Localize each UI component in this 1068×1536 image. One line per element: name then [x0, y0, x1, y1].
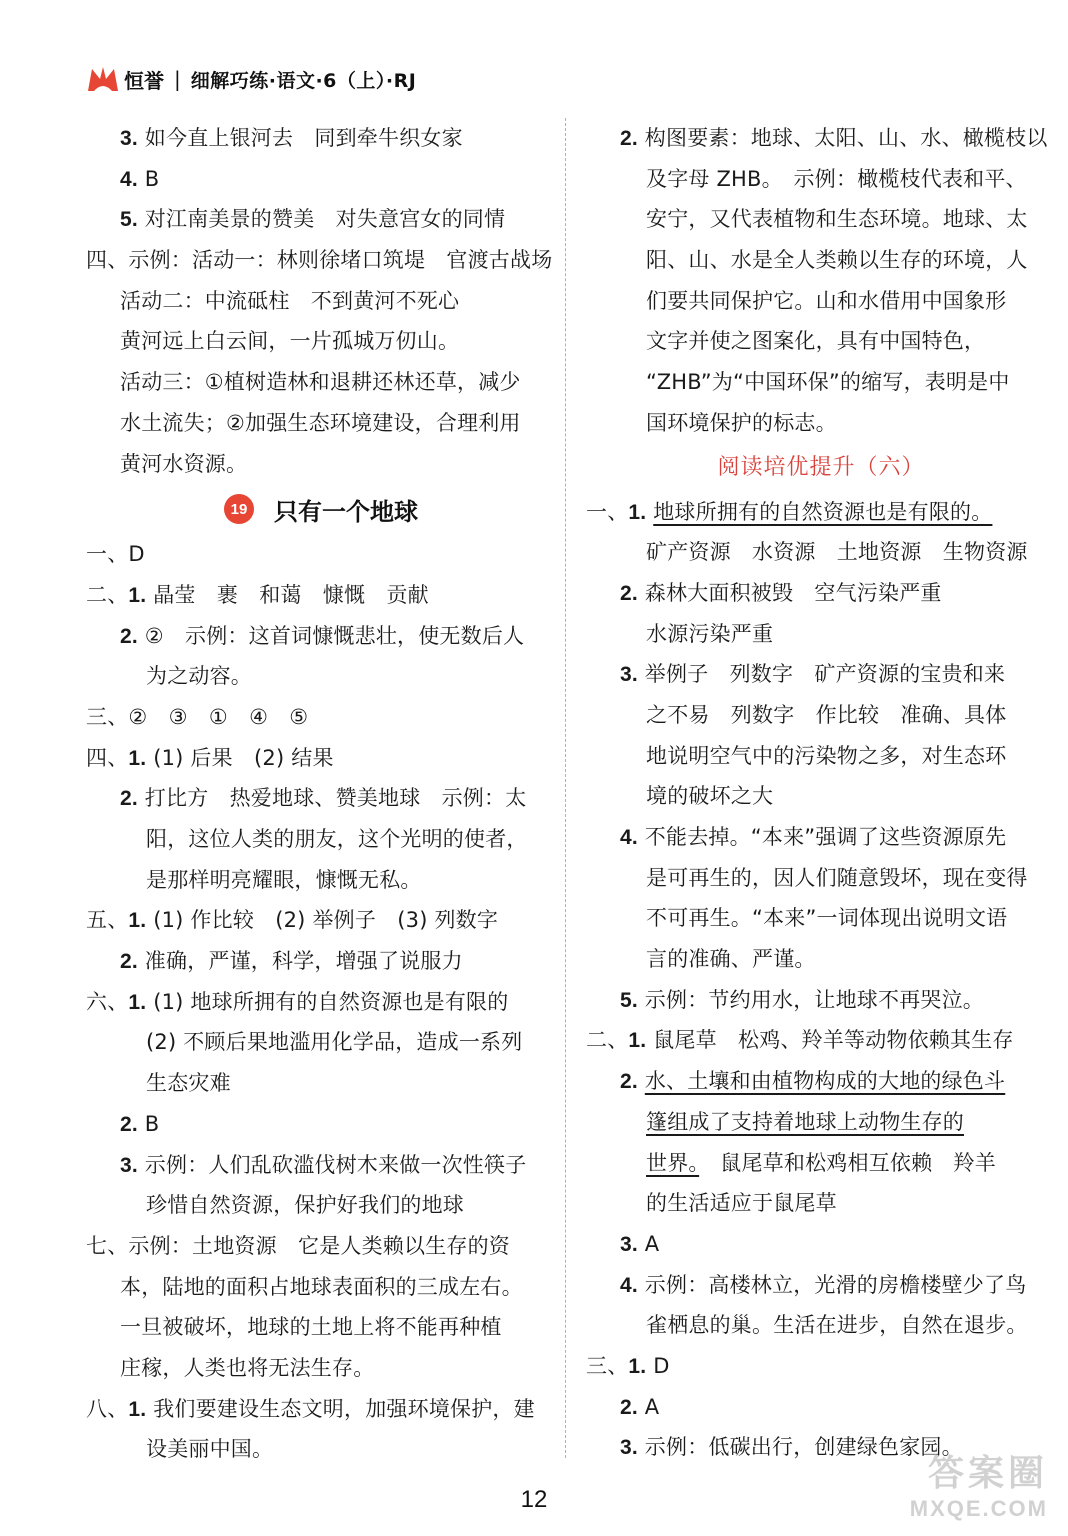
answer-text: 示例：高楼林立，光滑的房檐楼壁少了鸟	[637, 1272, 1027, 1297]
item-number: 5.	[120, 208, 138, 232]
brand-name: 恒誉	[124, 68, 164, 93]
answer-text: B	[137, 1111, 160, 1136]
answer-line	[86, 403, 556, 444]
answer-line	[86, 982, 556, 1023]
answer-line	[586, 858, 1056, 899]
answer-text: 安宁，又代表植物和生态环境。地球、太	[646, 207, 1028, 232]
lesson-heading	[86, 484, 556, 534]
page-number: 12	[520, 1486, 548, 1513]
answer-text: 阳，这位人类的朋友，这个光明的使者，	[146, 827, 528, 851]
answer-line	[586, 1102, 1056, 1143]
answer-text: 是可再生的，因人们随意毁坏，现在变得	[646, 865, 1028, 890]
answer-line	[86, 1307, 556, 1348]
answer-line	[86, 1267, 556, 1308]
column-divider	[565, 118, 566, 1458]
answer-line	[86, 534, 556, 575]
answer-line	[86, 199, 556, 240]
answer-text: 雀栖息的巢。生活在进步，自然在退步。	[646, 1313, 1028, 1338]
answer-text: 七、示例：土地资源 它是人类赖以生存的资	[86, 1233, 510, 1258]
answer-text: 生态灾难	[146, 1071, 231, 1096]
answer-line	[86, 1145, 556, 1186]
answer-text: 五、	[86, 908, 129, 933]
answer-line	[86, 1389, 556, 1430]
answer-text: 示例：低碳出行，创建绿色家园。	[637, 1435, 963, 1460]
answer-text: A	[637, 1231, 660, 1256]
answer-text: 二、	[586, 1028, 629, 1053]
answer-line	[586, 980, 1056, 1021]
item-number: 1.	[628, 1029, 647, 1053]
answer-text: 三、	[586, 1353, 629, 1378]
answer-text: 一旦被破坏，地球的土地上将不能再种植	[120, 1315, 502, 1340]
watermark-line2: MXQE.COM	[909, 1496, 1048, 1521]
brand-logo-icon	[86, 65, 120, 93]
left-column	[86, 118, 556, 1470]
answer-text: 六、	[86, 989, 129, 1014]
answer-line	[586, 898, 1056, 939]
answer-text: 不可再生。“本来”一词体现出说明文语	[646, 906, 1008, 931]
answer-line	[586, 1061, 1056, 1102]
answer-text: 国环境保护的标志。	[646, 410, 837, 435]
answer-line	[86, 941, 556, 982]
answer-line	[586, 817, 1056, 858]
answer-line	[586, 118, 1056, 159]
answer-line	[586, 695, 1056, 736]
answer-line	[586, 1346, 1056, 1387]
item-number: 3.	[620, 1232, 638, 1256]
lesson-title: 只有一个地球	[274, 497, 418, 526]
answer-text: 活动二：中流砥柱 不到黄河不死心	[120, 288, 460, 313]
answer-line	[586, 1305, 1056, 1346]
answer-line	[86, 860, 556, 901]
answer-text: 一、D	[86, 542, 145, 567]
item-number: 1.	[128, 909, 147, 933]
item-number: 1.	[628, 1354, 647, 1378]
section-title: 阅读培优提升（六）	[717, 454, 925, 480]
answer-line	[86, 575, 556, 616]
answer-text: 本，陆地的面积占地球表面积的三成左右。	[120, 1274, 523, 1299]
answer-line	[586, 1020, 1056, 1061]
item-number: 3.	[120, 127, 138, 150]
item-number: 2.	[620, 581, 638, 605]
answer-text: 矿产资源 水资源 土地资源 生物资源	[646, 540, 1028, 565]
answer-text: 及字母 ZHB。 示例：橄榄枝代表和平、	[646, 166, 1027, 191]
answer-text: ② 示例：这首词慷慨悲壮，使无数后人	[137, 623, 525, 648]
answer-text: 活动三：①植树造林和退耕还林还草，减少	[120, 370, 521, 395]
item-number: 3.	[120, 1153, 138, 1177]
answer-text: 二、	[86, 582, 129, 607]
answer-text: 为之动容。	[146, 664, 252, 689]
answer-line	[586, 362, 1056, 403]
answer-text: 举例子 列数字 矿产资源的宝贵和来	[637, 662, 1006, 687]
answer-line	[586, 1183, 1056, 1224]
answer-text: 晶莹 裹 和蔼 慷慨 贡献	[146, 582, 429, 607]
answer-line	[86, 1226, 556, 1267]
answer-line	[586, 492, 1056, 533]
answer-text: (1) 地球所拥有的自然资源也是有限的	[146, 989, 509, 1014]
answer-line	[86, 616, 556, 657]
answer-text: 阳、山、水是全人类赖以生存的环境，人	[646, 248, 1028, 273]
answer-text: 对江南美景的赞美 对失意宫女的同情	[137, 207, 506, 232]
answer-text: 我们要建设生态文明，加强环境保护，建	[146, 1396, 535, 1421]
answer-text	[638, 1069, 645, 1093]
answer-line	[586, 199, 1056, 240]
right-column	[586, 118, 1056, 1468]
item-number: 2.	[120, 1112, 138, 1136]
answer-text: 不能去掉。“本来”强调了这些资源原先	[637, 825, 1007, 849]
answer-line	[86, 1185, 556, 1226]
answer-line	[586, 240, 1056, 281]
answer-text: (1) 后果 (2) 结果	[146, 745, 334, 770]
answer-text: 的生活适应于鼠尾草	[646, 1191, 837, 1216]
item-number: 1.	[128, 1397, 147, 1421]
page-header	[86, 62, 416, 96]
lesson-number-badge: 19	[224, 494, 254, 524]
answer-text: (1) 作比较 (2) 举例子 (3) 列数字	[146, 908, 499, 933]
answer-text: 们要共同保护它。山和水借用中国象形	[646, 288, 1007, 313]
answer-text: 四、	[86, 745, 129, 770]
answer-line	[86, 1022, 556, 1063]
answer-text: 如今直上银河去 同到牵牛织女家	[137, 126, 463, 150]
underlined-answer: 世界。	[646, 1150, 700, 1175]
answer-line	[586, 614, 1056, 655]
answer-text: 黄河远上白云间，一片孤城万仞山。	[120, 329, 460, 354]
answer-line	[586, 1224, 1056, 1265]
answer-line	[86, 118, 556, 159]
answer-line	[586, 1265, 1056, 1306]
answer-line	[586, 159, 1056, 200]
item-number: 1.	[628, 500, 647, 524]
answer-line	[586, 321, 1056, 362]
answer-line	[86, 900, 556, 941]
answer-text: 三、② ③ ① ④ ⑤	[86, 704, 309, 729]
watermark	[910, 1445, 1048, 1522]
item-number: 2.	[620, 127, 638, 150]
answer-text: D	[646, 1353, 670, 1378]
answer-text: 水源污染严重	[646, 621, 774, 646]
answer-text: 珍惜自然资源，保护好我们的地球	[146, 1193, 464, 1218]
item-number: 4.	[620, 1273, 638, 1297]
answer-line	[586, 1143, 1056, 1184]
watermark-line1: 答案圈	[927, 1453, 1048, 1494]
book-title: 细解巧练·语文·6（上）·RJ	[190, 69, 417, 92]
answer-text: 庄稼，人类也将无法生存。	[120, 1355, 375, 1380]
item-number: 2.	[120, 624, 138, 648]
answer-text: 示例：人们乱砍滥伐树木来做一次性筷子	[137, 1152, 527, 1177]
answer-line	[586, 776, 1056, 817]
answer-text: 之不易 列数字 作比较 准确、具体	[646, 702, 1007, 727]
answer-line	[86, 1063, 556, 1104]
answer-line	[86, 738, 556, 779]
answer-line	[86, 281, 556, 322]
answer-line	[86, 321, 556, 362]
answer-text: 四、示例：活动一：林则徐堵口筑堤 官渡古战场	[86, 248, 553, 273]
item-number: 4.	[120, 167, 138, 191]
answer-text: 水土流失；②加强生态环境建设，合理利用	[120, 410, 521, 435]
answer-text: B	[137, 166, 160, 191]
answer-line	[86, 362, 556, 403]
answer-text: 黄河水资源。	[120, 451, 248, 476]
item-number: 1.	[128, 583, 147, 607]
answer-line	[86, 1348, 556, 1389]
answer-line	[86, 697, 556, 738]
answer-line	[586, 532, 1056, 573]
answer-line	[86, 819, 556, 860]
answer-text: 森林大面积被毁 空气污染严重	[637, 580, 942, 605]
answer-text: 言的准确、严谨。	[646, 947, 816, 972]
item-number: 3.	[620, 663, 638, 687]
answer-line	[586, 403, 1056, 444]
answer-text: 准确，严谨，科学，增强了说服力	[137, 949, 463, 974]
item-number: 2.	[620, 1070, 638, 1094]
answer-line	[586, 654, 1056, 695]
item-number: 2.	[620, 1395, 638, 1419]
answer-text: 鼠尾草和松鸡相互依赖 羚羊	[699, 1150, 996, 1175]
answer-text: 是那样明亮耀眼，慷慨无私。	[146, 867, 422, 892]
header-separator: |	[174, 67, 181, 91]
answer-text: 文字并使之图案化，具有中国特色，	[646, 329, 986, 354]
answer-line	[86, 778, 556, 819]
item-number: 1.	[128, 746, 147, 770]
answer-line	[86, 240, 556, 281]
item-number: 3.	[620, 1436, 638, 1460]
answer-text: 鼠尾草 松鸡、羚羊等动物依赖其生存	[646, 1028, 1014, 1053]
answer-text: 一、	[586, 499, 629, 524]
answer-line	[86, 159, 556, 200]
underlined-answer: 地球所拥有的自然资源也是有限的。	[653, 499, 993, 524]
answer-text: 设美丽中国。	[146, 1437, 274, 1462]
answer-text: 构图要素：地球、太阳、山、水、橄榄枝以	[637, 126, 1048, 150]
underlined-answer: 篷组成了支持着地球上动物生存的	[646, 1109, 964, 1134]
answer-text: “ZHB”为“中国环保”的缩写，表明是中	[646, 370, 1010, 395]
answer-line	[586, 736, 1056, 777]
item-number: 5.	[620, 988, 638, 1012]
answer-line	[586, 1387, 1056, 1428]
answer-line	[86, 1104, 556, 1145]
answer-line	[586, 573, 1056, 614]
answer-line	[586, 939, 1056, 980]
underlined-answer: 水、土壤和由植物构成的大地的绿色斗	[644, 1069, 1006, 1094]
answer-line	[86, 444, 556, 485]
answer-text: 八、	[86, 1396, 129, 1421]
answer-text: A	[637, 1394, 660, 1419]
item-number: 2.	[120, 787, 138, 811]
answer-text: 打比方 热爱地球、赞美地球 示例：太	[137, 786, 527, 811]
answer-text: 境的破坏之大	[646, 784, 774, 809]
answer-line	[586, 281, 1056, 322]
item-number: 2.	[120, 950, 138, 974]
item-number: 1.	[128, 990, 147, 1014]
answer-text: (2) 不顾后果地滥用化学品，造成一系列	[146, 1030, 523, 1055]
answer-line	[86, 656, 556, 697]
item-number: 4.	[620, 826, 638, 849]
answer-line	[86, 1429, 556, 1470]
answer-text: 地说明空气中的污染物之多，对生态环	[646, 743, 1007, 768]
answer-text: 示例：节约用水，让地球不再哭泣。	[637, 987, 984, 1012]
